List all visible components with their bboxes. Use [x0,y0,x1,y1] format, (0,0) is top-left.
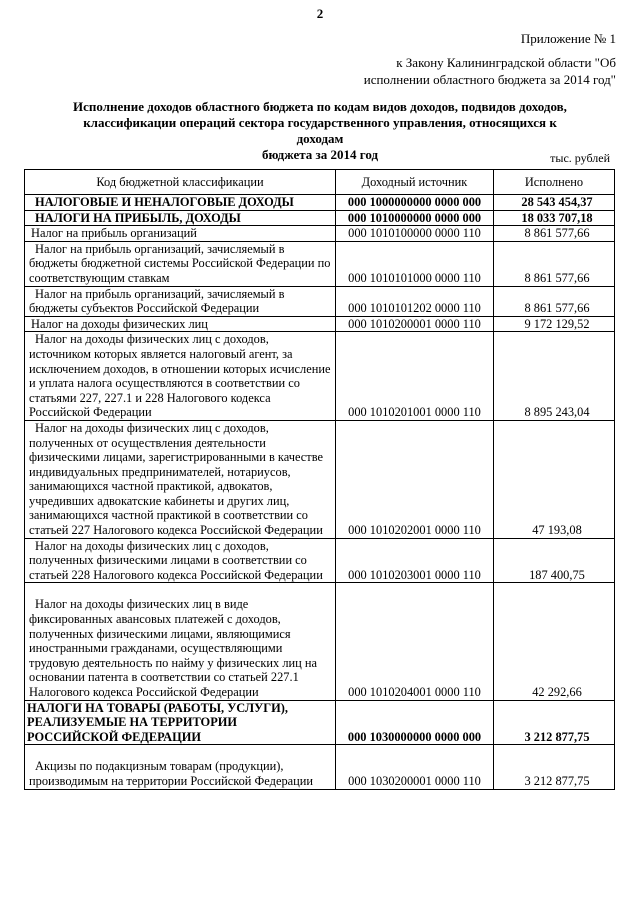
row-value: 9 172 129,52 [494,316,615,332]
row-name: Налог на прибыль организаций, зачисляемый в бюджеты субъектов Российской Федерации [25,286,336,316]
title-line: Исполнение доходов областного бюджета по кодам видов доходов, подвидов доходов, [73,99,567,114]
title-line: бюджета за 2014 год [261,147,379,162]
row-value: 8 895 243,04 [494,332,615,421]
row-value: 187 400,75 [494,538,615,583]
row-name: Налог на доходы физических лиц [25,316,336,332]
row-name: НАЛОГИ НА ПРИБЫЛЬ, ДОХОДЫ [25,210,336,226]
table-row [25,745,615,789]
row-name: Налог на прибыль организаций, зачисляемый в бюджеты бюджетной системы Российской Федерации по соответствующим ставкам [25,241,336,286]
row-value: 8 861 577,66 [494,286,615,316]
row-code: 000 1010201001 0000 110 [336,332,494,421]
row-code: 000 1010203001 0000 110 [336,538,494,583]
appendix-reference-line: к Закону Калининградской области "Об [396,55,616,70]
row-name: Акцизы по подакцизным товарам (продукции), производимым на территории Российской Федерации [25,745,336,789]
units-label: тыс. рублей [550,151,610,165]
row-name: НАЛОГОВЫЕ И НЕНАЛОГОВЫЕ ДОХОДЫ [25,195,336,211]
revenue-table [24,169,615,790]
table-row [25,420,615,538]
row-code: 000 1010100000 0000 110 [336,226,494,242]
row-code: 000 1030200001 0000 110 [336,745,494,789]
row-value: 8 861 577,66 [494,241,615,286]
row-code: 000 1010200001 0000 110 [336,316,494,332]
page-number: 2 [316,6,324,21]
row-code: 000 1000000000 0000 000 [336,195,494,211]
table-row [25,583,615,700]
row-name: Налог на доходы физических лиц в виде фиксированных авансовых платежей с доходов, полученных физическими лицами, являющимися иностранными гражданами, осуществляющими трудовую деятельность по найму у физических лиц на основании патента в соответствии со статьей 227.1 Налогового кодекса Российской Федерации [25,583,336,700]
row-value: 3 212 877,75 [494,745,615,789]
table-row [25,195,615,211]
row-name: Налог на доходы физических лиц с доходов, полученных физическими лицами в соответствии со статьей 228 Налогового кодекса Российской Федерации [25,538,336,583]
table-row [25,700,615,745]
row-code: 000 1010101202 0000 110 [336,286,494,316]
row-value: 47 193,08 [494,420,615,538]
title-line: классификации операций сектора государственного управления, относящихся к доходам [83,115,557,146]
row-name: Налог на прибыль организаций [25,226,336,242]
row-value: 42 292,66 [494,583,615,700]
table-row [25,241,615,286]
row-value: 28 543 454,37 [494,195,615,211]
row-code: 000 1010101000 0000 110 [336,241,494,286]
column-header-classification: Код бюджетной классификации [25,170,336,195]
table-row [25,332,615,421]
row-code: 000 1010202001 0000 110 [336,420,494,538]
table-header-row [25,170,615,195]
appendix-reference-line: исполнении областного бюджета за 2014 год" [363,72,616,87]
row-code: 000 1030000000 0000 000 [336,700,494,745]
column-header-source: Доходный источник [336,170,494,195]
document-title [60,99,580,163]
row-name: НАЛОГИ НА ТОВАРЫ (РАБОТЫ, УСЛУГИ), РЕАЛИЗУЕМЫЕ НА ТЕРРИТОРИИ РОССИЙСКОЙ ФЕДЕРАЦИИ [25,700,336,745]
row-value: 18 033 707,18 [494,210,615,226]
table-row [25,538,615,583]
row-value: 3 212 877,75 [494,700,615,745]
table-row [25,210,615,226]
appendix-title: Приложение № 1 [520,31,616,46]
row-code: 000 1010000000 0000 000 [336,210,494,226]
row-value: 8 861 577,66 [494,226,615,242]
table-row [25,286,615,316]
row-code: 000 1010204001 0000 110 [336,583,494,700]
table-row [25,226,615,242]
row-name: Налог на доходы физических лиц с доходов, источником которых является налоговый агент, за исключением доходов, в отношении которых исчисление и уплата налога осуществляются в соответствии со статьями 227, 227.1 и 228 Налогового кодекса Российской Федерации [25,332,336,421]
row-name: Налог на доходы физических лиц с доходов, полученных от осуществления деятельности физическими лицами, зарегистрированными в качестве индивидуальных предпринимателей, нотариусов, занимающихся частной практикой, адвокатов, учредивших адвокатские кабинеты и других лиц, занимающихся частной практикой в соответствии со статьей 227 Налогового кодекса Российской Федерации [25,420,336,538]
column-header-executed: Исполнено [494,170,615,195]
table-row [25,316,615,332]
appendix-reference [364,54,616,88]
